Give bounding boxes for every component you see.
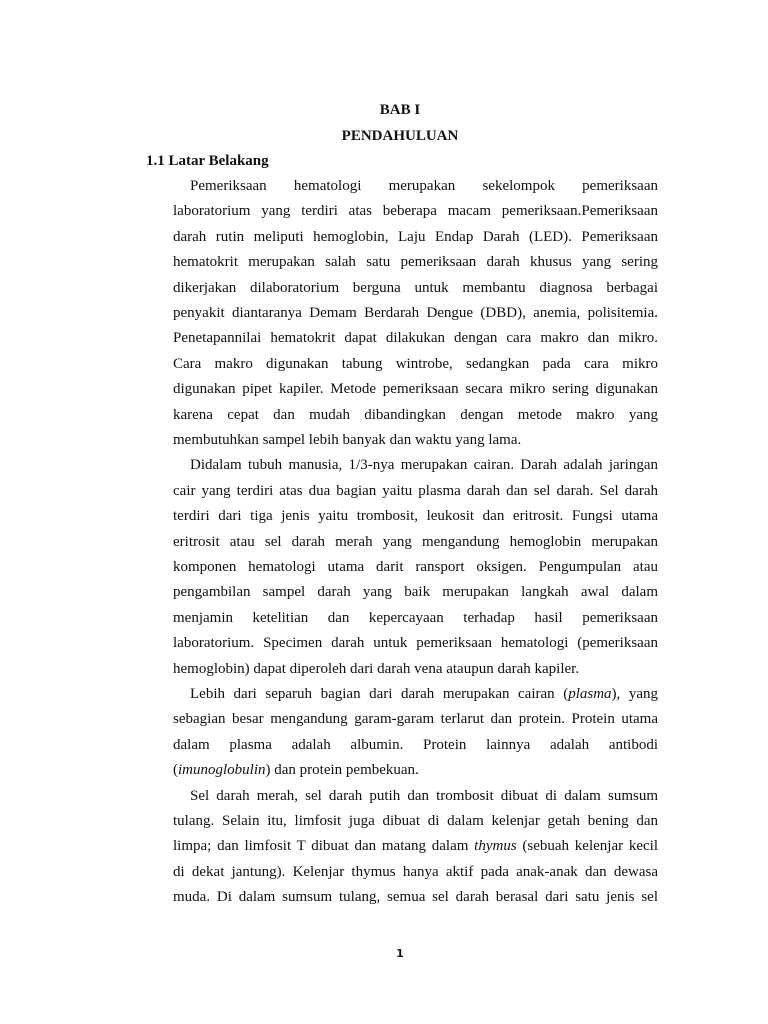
text-run: dalam plasma adalah albumin. Protein lainnya adalah antibodi bbox=[173, 736, 658, 753]
text-run: muda. Di dalam sumsum tulang, semua sel darah berasal dari satu jenis sel bbox=[173, 889, 658, 906]
paragraph-3-line-1 bbox=[190, 685, 658, 703]
text-run: terdiri dari tiga jenis yaitu trombosit, leukosit dan eritrosit. Fungsi utama bbox=[173, 508, 658, 525]
text-run: karena cepat dan mudah dibandingkan dengan metode makro yang bbox=[173, 406, 658, 423]
text-run: Penetapannilai hematokrit dapat dilakukan dengan cara makro dan mikro. bbox=[173, 330, 658, 347]
text-run: (sebuah kelenjar kecil bbox=[516, 838, 658, 855]
text-run: dikerjakan dilaboratorium berguna untuk membantu diagnosa berbagai bbox=[173, 279, 658, 296]
paragraph-1-line-6 bbox=[173, 304, 658, 322]
paragraph-2-line-4 bbox=[173, 533, 658, 551]
paragraph-1-line-5 bbox=[173, 279, 658, 297]
text-run: laboratorium. Specimen darah untuk pemeriksaan hematologi (pemeriksaan bbox=[173, 635, 658, 652]
text-run: penyakit diantaranya Demam Berdarah Dengue (DBD), anemia, polisitemia. bbox=[173, 305, 658, 321]
text-run: Cara makro digunakan tabung wintrobe, sedangkan pada cara mikro bbox=[173, 355, 658, 372]
text-run: digunakan pipet kapiler. Metode pemeriksaan secara mikro sering digunakan bbox=[173, 381, 658, 398]
text-run: darah rutin meliputi hemoglobin, Laju Endap Darah (LED). Pemeriksaan bbox=[173, 228, 658, 245]
text-run: eritrosit atau sel darah merah yang mengandung hemoglobin merupakan bbox=[173, 533, 658, 550]
paragraph-4-line-2 bbox=[173, 812, 658, 830]
text-run: hemoglobin) dapat diperoleh dari darah vena ataupun darah kapiler. bbox=[173, 660, 580, 677]
italic-term: thymus bbox=[474, 838, 517, 855]
paragraph-3-line-2 bbox=[173, 710, 658, 728]
paragraph-4-line-5 bbox=[173, 888, 658, 906]
paragraph-2-line-8 bbox=[173, 634, 658, 652]
text-run: pengambilan sampel darah yang baik merupakan langkah awal dalam bbox=[173, 584, 658, 601]
text-run: cair yang terdiri atas dua bagian yaitu plasma darah dan sel darah. Sel darah bbox=[173, 482, 658, 499]
text-run: Lebih dari separuh bagian dari darah merupakan cairan ( bbox=[190, 686, 569, 702]
text-run: membutuhkan sampel lebih banyak dan waktu yang lama. bbox=[173, 432, 522, 448]
paragraph-1-line-3 bbox=[173, 228, 658, 246]
page-number: 1 bbox=[396, 947, 404, 960]
text-run: hematokrit merupakan salah satu pemeriksaan darah khusus yang sering bbox=[173, 254, 658, 271]
paragraph-1-line-8 bbox=[173, 355, 658, 373]
paragraph-1-line-1 bbox=[190, 177, 658, 195]
paragraph-2-line-2 bbox=[173, 482, 658, 500]
text-run: laboratorium yang terdiri atas beberapa macam pemeriksaan.Pemeriksaan bbox=[173, 203, 658, 220]
text-run: limpa; dan limfosit T dibuat dan matang dalam bbox=[173, 838, 475, 855]
text-run: ( bbox=[173, 762, 178, 779]
text-run: komponen hematologi utama darit ransport oksigen. Pengumpulan atau bbox=[173, 559, 658, 575]
paragraph-2-line-3 bbox=[173, 507, 658, 525]
italic-term: imunoglobulin bbox=[178, 762, 266, 779]
paragraph-1-line-4 bbox=[173, 253, 658, 271]
text-run: menjamin ketelitian dan kepercayaan terhadap hasil pemeriksaan bbox=[173, 609, 658, 626]
paragraph-1-line-10 bbox=[173, 406, 658, 424]
paragraph-4-line-1 bbox=[190, 787, 658, 805]
text-run: di dekat jantung). Kelenjar thymus hanya aktif pada anak-anak dan dewasa bbox=[173, 863, 658, 880]
paragraph-2-line-6 bbox=[173, 583, 658, 601]
text-run: Didalam tubuh manusia, 1/3-nya merupakan cairan. Darah adalah jaringan bbox=[190, 457, 658, 474]
section-heading: 1.1 Latar Belakang bbox=[146, 153, 269, 169]
paragraph-4-line-4 bbox=[173, 863, 658, 881]
paragraph-2-line-1 bbox=[190, 456, 658, 474]
text-run: Pemeriksaan hematologi merupakan sekelompok pemeriksaan bbox=[190, 178, 658, 194]
paragraph-3-line-4 bbox=[173, 761, 658, 779]
paragraph-1-line-11 bbox=[173, 431, 658, 449]
text-run: Sel darah merah, sel darah putih dan trombosit dibuat di dalam sumsum bbox=[190, 787, 658, 804]
chapter-number: BAB I bbox=[379, 102, 421, 118]
paragraph-2-line-9 bbox=[173, 660, 658, 678]
paragraph-1-line-9 bbox=[173, 380, 658, 398]
paragraph-4-line-3 bbox=[173, 837, 658, 855]
text-run: ) dan protein pembekuan. bbox=[265, 762, 419, 779]
paragraph-2-line-5 bbox=[173, 558, 658, 576]
paragraph-3-line-3 bbox=[173, 736, 658, 754]
text-run: sebagian besar mengandung garam-garam terlarut dan protein. Protein utama bbox=[173, 711, 658, 728]
paragraph-1-line-2 bbox=[173, 202, 658, 220]
paragraph-1-line-7 bbox=[173, 329, 658, 347]
text-run: tulang. Selain itu, limfosit juga dibuat di dalam kelenjar getah bening dan bbox=[173, 813, 658, 829]
paragraph-2-line-7 bbox=[173, 609, 658, 627]
text-run: ), yang bbox=[611, 686, 658, 702]
italic-term: plasma bbox=[568, 686, 612, 702]
chapter-title: PENDAHULUAN bbox=[341, 128, 459, 144]
